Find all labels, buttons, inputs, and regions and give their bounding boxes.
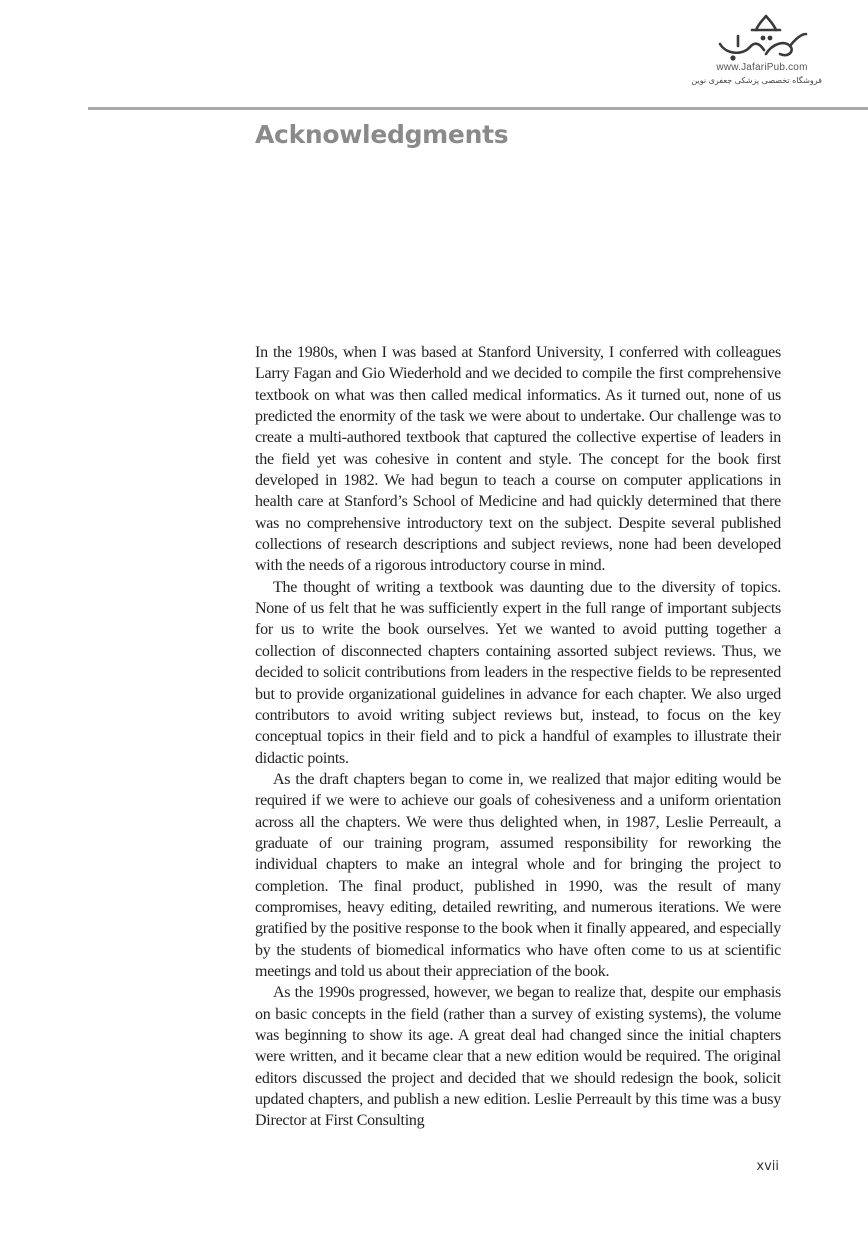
paragraph-3: As the draft chapters began to come in, we realized that major editing would be required if we were to achieve our goals of cohesiveness and a uniform orientation across all the chapters. We were thus delighted when, in 1987, Leslie Perreault, a graduate of our training program, assumed responsibility for reworking the individual chapters to make an integral whole and for bringing the project to completion. The final product, published in 1990, was the result of many compromises, heavy editing, detailed rewriting, and numerous iterations. We were gratified by the positive response to the book when it finally appeared, and especially by the students of biomedical informatics who have often come to us at scientific meetings and told us about their appreciation of the book. (255, 770, 781, 980)
body-text (255, 342, 781, 1132)
publisher-tagline: فروشگاه تخصصی پزشکی جعفری نوین (691, 76, 822, 85)
header-rule (88, 107, 868, 110)
page-title: Acknowledgments (255, 120, 509, 149)
publisher-logo-icon (716, 14, 808, 62)
paragraph-1: In the 1980s, when I was based at Stanford University, I conferred with colleagues Larry Fagan and Gio Wiederhold and we decided to compile the first comprehensive textbook on what was then called medical informatics. As it turned out, none of us predicted the enormity of the task we were about to undertake. Our challenge was to create a multi-authored textbook that captured the collective expertise of leaders in the field yet was cohesive in content and style. The concept for the book first developed in 1982. We had begun to teach a course on computer applications in health care at Stanford’s School of Medicine and had quickly determined that there was no comprehensive introductory text on the subject. Despite several published collections of research descriptions and subject reviews, none had been developed with the needs of a rigorous introductory course in mind. (255, 344, 781, 575)
page-number: xvii (756, 1159, 779, 1174)
paragraph-2: The thought of writing a textbook was daunting due to the diversity of topics. None of us felt that he was sufficiently expert in the full range of important subjects for us to write the book ourselves. Yet we wanted to avoid putting together a collection of disconnected chapters containing assorted subject reviews. Thus, we decided to solicit contributions from leaders in the respective fields to be represented but to provide organizational guidelines in advance for each chapter. We also urged contributors to avoid writing subject reviews but, instead, to focus on the key conceptual topics in their field and to pick a handful of examples to illustrate their didactic points. (255, 578, 781, 767)
publisher-logo (691, 14, 822, 104)
publisher-url: www.JafariPub.com (716, 62, 808, 73)
paragraph-4: As the 1990s progressed, however, we began to realize that, despite our emphasis on basic concepts in the field (rather than a survey of existing systems), the volume was beginning to show its age. A great deal had changed since the initial chapters were written, and it became clear that a new edition would be required. The original editors discussed the project and decided that we should redesign the book, solicit updated chapters, and publish a new edition. Leslie Perreault by this time was a busy Director at First Consulting (255, 984, 781, 1130)
